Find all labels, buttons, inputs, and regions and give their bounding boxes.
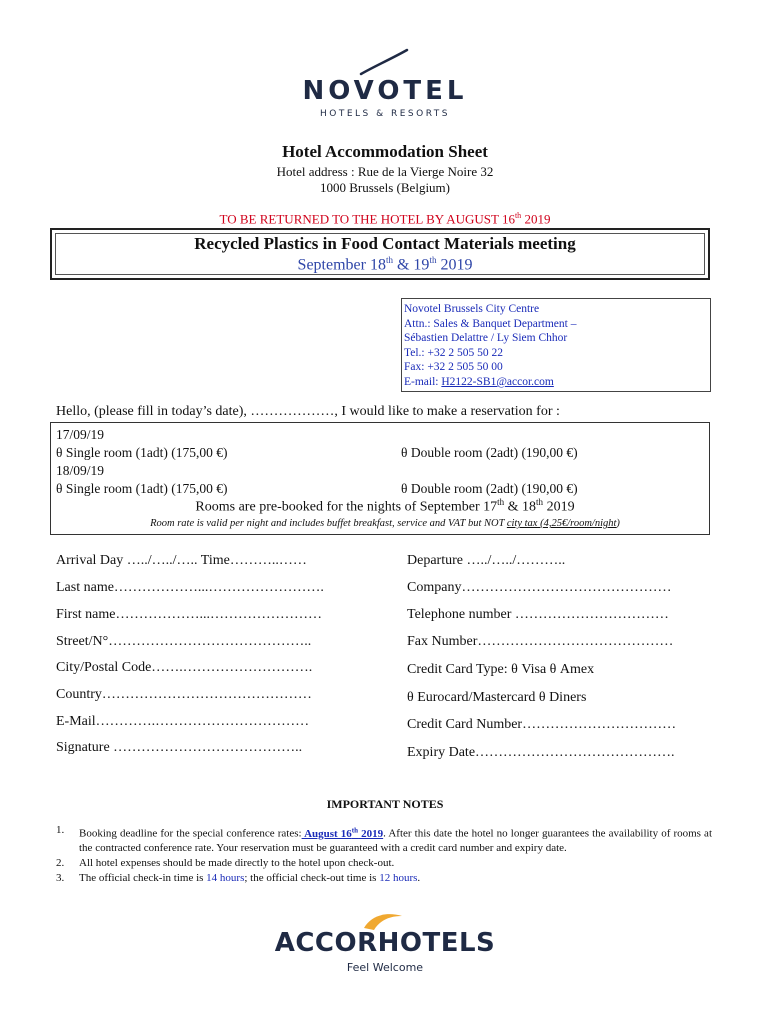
contact-email-link[interactable]: H2122-SB1@accor.com: [441, 375, 554, 388]
contact-email-row: E-mail: H2122-SB1@accor.com: [404, 375, 554, 388]
contact-fax: Fax: +32 2 505 50 00: [404, 361, 503, 374]
double-room-option-1[interactable]: θ Double room (2adt) (190,00 €): [401, 445, 578, 460]
notes-title: IMPORTANT NOTES: [326, 797, 444, 811]
contact-names: Sébastien Delattre / Ly Siem Chhor: [404, 332, 568, 345]
city-postal-field[interactable]: City/Postal Code…….……………………….: [56, 660, 313, 675]
return-deadline: TO BE RETURNED TO THE HOTEL BY AUGUST 16th 2019: [219, 211, 551, 227]
room-date-2: 18/09/19: [56, 463, 105, 478]
country-field[interactable]: Country………………………………………: [56, 687, 312, 702]
note-2: 2. All hotel expenses should be made directly to the hotel upon check-out.: [56, 857, 395, 870]
room-rate-note: Room rate is valid per night and includes buffet breakfast, service and VAT but NOT city tax (4,25€/room/night): [150, 518, 620, 529]
double-room-option-2[interactable]: θ Double room (2adt) (190,00 €): [401, 481, 578, 496]
telephone-field[interactable]: Telephone number ……………………………: [407, 607, 669, 622]
street-field[interactable]: Street/N°……………………………………..: [56, 634, 312, 649]
page-title: Hotel Accommodation Sheet: [282, 142, 488, 161]
expiry-date-field[interactable]: Expiry Date…………………………………….: [407, 745, 675, 760]
credit-card-number-field[interactable]: Credit Card Number……………………………: [407, 717, 677, 732]
accorhotels-logo-word: ACCORHOTELS: [274, 928, 496, 958]
novotel-logo-subtitle: HOTELS & RESORTS: [319, 109, 451, 119]
meeting-date: September 18th & 19th 2019: [297, 255, 473, 274]
card-network-field[interactable]: θ Eurocard/Mastercard θ Diners: [407, 690, 587, 705]
note-3: 3. The official check-in time is 14 hours; the official check-out time is 12 hours.: [56, 872, 421, 885]
email-field[interactable]: E-Mail………….……………………………: [56, 714, 310, 729]
credit-card-type-field[interactable]: Credit Card Type: θ Visa θ Amex: [407, 662, 595, 677]
contact-hotel: Novotel Brussels City Centre: [404, 303, 540, 315]
hotel-address-line2: 1000 Brussels (Belgium): [320, 180, 450, 195]
fax-number-field[interactable]: Fax Number……………………………………: [407, 634, 674, 649]
single-room-option-2[interactable]: θ Single room (1adt) (175,00 €): [56, 481, 228, 496]
last-name-field[interactable]: Last name………………...…………………….: [56, 580, 324, 595]
first-name-field[interactable]: First name………………...……………………: [56, 607, 322, 622]
prebooked-nights: Rooms are pre-booked for the nights of September 17th & 18th 2019: [195, 497, 575, 515]
hotel-address-line1: Hotel address : Rue de la Vierge Noire 32: [276, 164, 494, 179]
arrival-field[interactable]: Arrival Day …../…../….. Time………..……: [56, 553, 307, 568]
contact-box: [401, 298, 711, 392]
reservation-intro: Hello, (please fill in today’s date), ………………, I would like to make a reservation for :: [56, 404, 560, 419]
contact-attn: Attn.: Sales & Banquet Department –: [404, 317, 577, 330]
notes-list: [56, 823, 712, 886]
room-date-1: 17/09/19: [56, 427, 105, 442]
novotel-logo-word: NOVOTEL: [302, 76, 468, 106]
meeting-title: Recycled Plastics in Food Contact Materials meeting: [194, 234, 576, 253]
company-field[interactable]: Company………………………………………: [407, 580, 672, 595]
accorhotels-tagline: Feel Welcome: [346, 961, 424, 974]
signature-field[interactable]: Signature …………………………………..: [56, 740, 303, 755]
novotel-swoosh-icon: [355, 48, 415, 76]
departure-field[interactable]: Departure …../…../………..: [407, 553, 566, 568]
note-1: 1. Booking deadline for the special conference rates: August 16th 2019. After this date the hotel no longer guarantees the availability of rooms at the contracted conference rate. Your reservation must be guaranteed with a credit card number and expiry date.: [56, 824, 712, 855]
contact-tel: Tel.: +32 2 505 50 22: [404, 346, 503, 359]
single-room-option-1[interactable]: θ Single room (1adt) (175,00 €): [56, 445, 228, 460]
